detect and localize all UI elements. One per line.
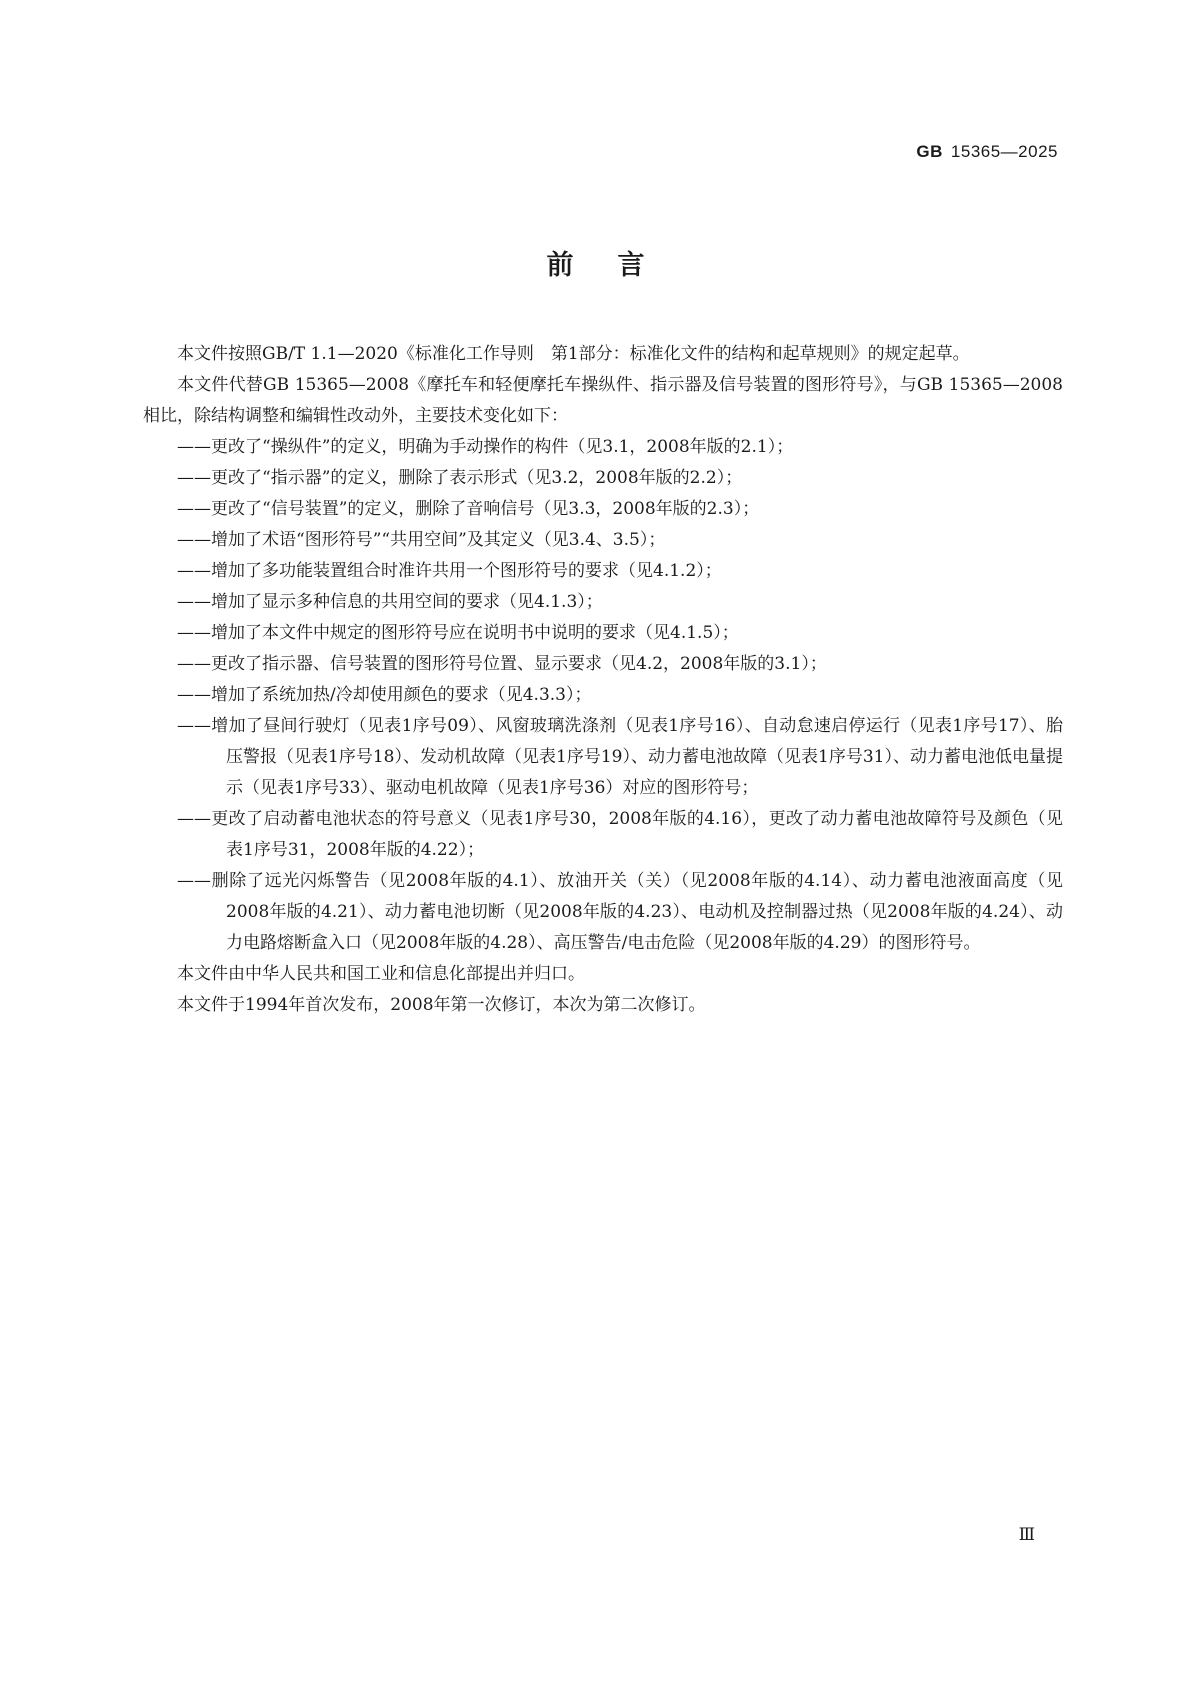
paragraph-proposer: 本文件由中华人民共和国工业和信息化部提出并归口。 [177,964,585,984]
change-item: ——增加了多功能装置组合时准许共用一个图形符号的要求（见4.1.2）； [177,561,722,581]
standard-code-number: 15365—2025 [950,142,1058,161]
change-item: ——增加了显示多种信息的共用空间的要求（见4.1.3）； [177,592,603,612]
change-item: ——更改了“信号装置”的定义，删除了音响信号（见3.3，2008年版的2.3）； [177,499,760,519]
standard-code-prefix: GB [916,142,943,161]
change-item: ——增加了本文件中规定的图形符号应在说明书中说明的要求（见4.1.5）； [177,623,739,643]
paragraph-history: 本文件于1994年首次发布，2008年第一次修订，本次为第二次修订。 [177,995,706,1015]
change-item: ——增加了系统加热/冷却使用颜色的要求（见4.3.3）； [177,685,592,705]
change-item: ——更改了指示器、信号装置的图形符号位置、显示要求（见4.2，2008年版的3.1）； [177,654,827,674]
paragraph-replacement: 本文件代替GB 15365—2008《摩托车和轻便摩托车操纵件、指示器及信号装置的图形符号》，与GB 15365—2008相比，除结构调整和编辑性改动外，主要技术变化如下： [143,375,1063,426]
standard-code [916,142,1058,162]
change-item: ——更改了启动蓄电池状态的符号意义（见表1序号30，2008年版的4.16），更改了动力蓄电池故障符号及颜色（见表1序号31，2008年版的4.22）； [177,809,1063,860]
page-title: 前言 [546,250,689,281]
change-item: ——增加了昼间行驶灯（见表1序号09）、风窗玻璃洗涤剂（见表1序号16）、自动怠速启停运行（见表1序号17）、胎压警报（见表1序号18）、发动机故障（见表1序号19）、动力蓄电池故障（见表1序号31）、动力蓄电池低电量提示（见表1序号33）、驱动电机故障（见表1序号36）对应的图形符号； [177,716,1063,798]
change-item: ——更改了“操纵件”的定义，明确为手动操作的构件（见3.1，2008年版的2.1）； [177,437,794,457]
paragraph-drafting-rules: 本文件按照GB/T 1.1—2020《标准化工作导则 第1部分：标准化文件的结构和起草规则》的规定起草。 [177,344,970,364]
change-item: ——更改了“指示器”的定义，删除了表示形式（见3.2，2008年版的2.2）； [177,468,743,488]
page-number: Ⅲ [1018,1525,1035,1544]
change-item: ——删除了远光闪烁警告（见2008年版的4.1）、放油开关（关）（见2008年版的4.14）、动力蓄电池液面高度（见2008年版的4.21）、动力蓄电池切断（见2008年版的4.23）、电动机及控制器过热（见2008年版的4.24）、动力电路熔断盒入口（见2008年版的4.28）、高压警告/电击危险（见2008年版的4.29）的图形符号。 [177,871,1063,953]
foreword-body [143,339,1063,1021]
change-item: ——增加了术语“图形符号”“共用空间”及其定义（见3.4、3.5）； [177,530,666,550]
